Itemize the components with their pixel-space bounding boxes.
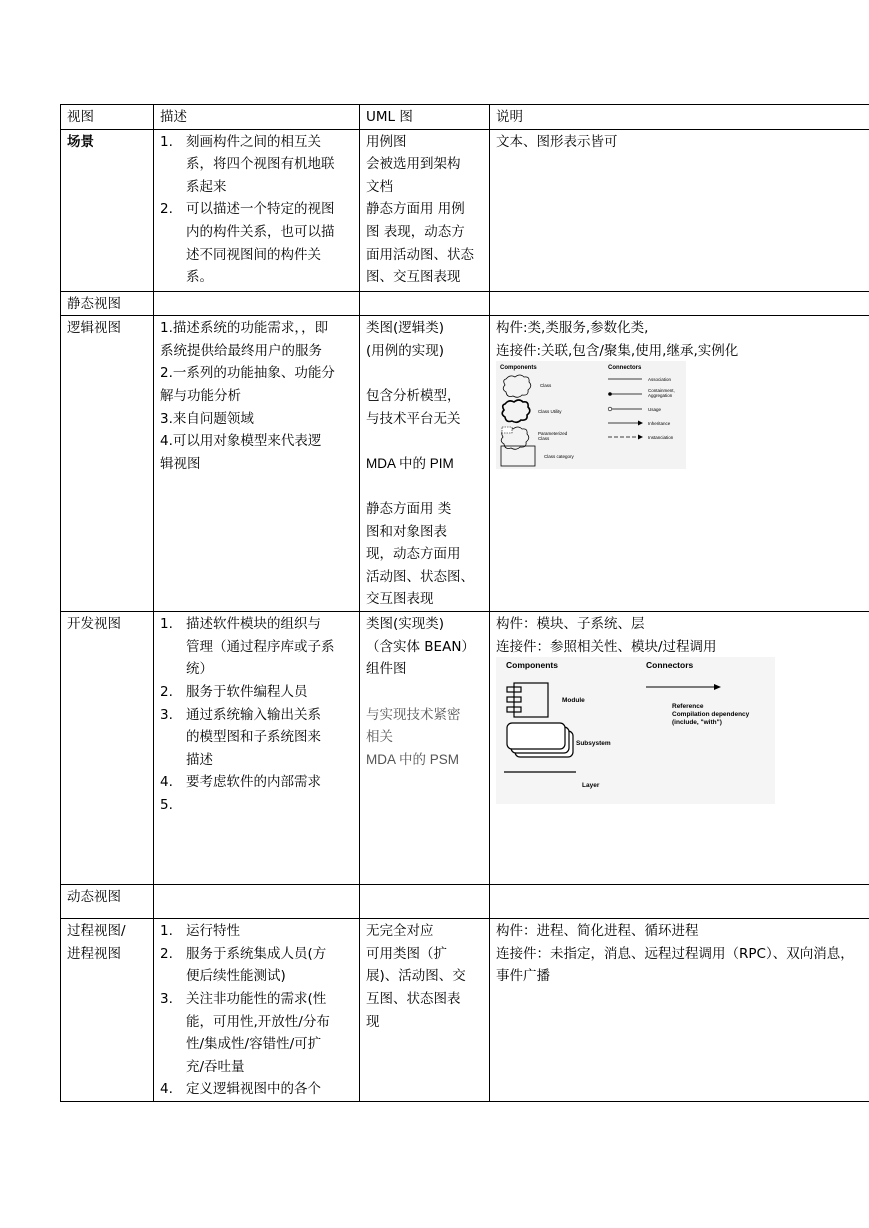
architecture-views-table: [60, 104, 869, 1102]
process-uml: 无完全对应 可用类图（扩 展)、活动图、交 互图、状态图表 现: [360, 919, 490, 1102]
usage-label: Usage: [648, 407, 662, 413]
scene-note: 文本、图形表示皆可: [490, 129, 869, 291]
logical-view-name: 逻辑视图: [61, 316, 154, 612]
list-item: 2. 服务于系统集成人员(方 便后续性能测试): [160, 945, 327, 985]
development-view-name: 开发视图: [61, 612, 154, 885]
dynamic-section-row: [61, 885, 869, 919]
include-with-label: (include, "with"): [672, 719, 722, 727]
class-category-label: Class category: [544, 454, 574, 460]
scene-description: [154, 129, 360, 291]
static-section-label: 静态视图: [61, 291, 154, 316]
header-description: 描述: [154, 105, 360, 130]
containment-label: Containment,: [648, 388, 675, 394]
process-note: 构件：进程、简化进程、循环进程 连接件：未指定，消息、远程过程调用（RPC）、双向消息， 事件广播: [490, 919, 869, 1102]
static-section-row: [61, 291, 869, 316]
class-utility-label: Class Utility: [538, 409, 562, 415]
development-uml: 类图(实现类) （含实体 BEAN） 组件图 与实现技术紧密 相关 MDA 中的 PSM: [360, 612, 490, 885]
inheritance-arrow-icon: [638, 421, 643, 426]
development-notation-diagram: [496, 657, 775, 804]
list-item: 1. 刻画构件之间的相互关 系，将四个视图有机地联 系起来: [160, 133, 335, 195]
dynamic-section-label: 动态视图: [61, 885, 154, 919]
reference-arrow-icon: [714, 684, 721, 690]
compilation-dependency-label: Compilation dependency: [672, 711, 750, 719]
diagram-components-label: Components: [500, 365, 537, 372]
list-item: 1. 描述软件模块的组织与 管理（通过程序库或子系 统）: [160, 616, 335, 678]
header-uml: UML 图: [360, 105, 490, 130]
class-utility-cloud-icon: [502, 400, 530, 422]
module-icon: [507, 683, 548, 717]
process-row: [61, 919, 869, 1102]
list-item: 5.: [160, 796, 173, 813]
instanciation-label: Instanciation: [648, 435, 674, 441]
logical-uml: 类图(逻辑类) (用例的实现) 包含分析模型， 与技术平台无关 MDA 中的 PIM 静态方面用 类 图和对象图表 现，动态方面用 活动图、状态图、 交互图表现: [360, 316, 490, 612]
scene-uml: 用例图 会被选用到架构 文档 静态方面用 用例 图 表现，动态方 面用活动图、状态 图、交互图表现: [360, 129, 490, 291]
header-note: 说明: [490, 105, 869, 130]
logical-note: 构件:类,类服务,参数化类, 连接件:关联,包含/聚集,使用,继承,实例化 Components Connectors Class Class Utility Parameterized Class Class category Association Containment, Aggregation Usage Inheritance Instanciation: [490, 316, 869, 612]
parameterized-label: Parameterized: [538, 431, 568, 437]
logical-row: [61, 316, 869, 612]
reference-label: Reference: [672, 703, 704, 711]
development-note: 构件：模块、子系统、层 连接件：参照相关性、模块/过程调用 Components Connectors Module Subsystem Layer Reference Compilation dependency (include, "with"): [490, 612, 869, 885]
usage-circle-icon: [608, 408, 612, 412]
development-row: [61, 612, 869, 885]
diagram-components-label: Components: [506, 660, 558, 671]
module-label: Module: [562, 697, 585, 705]
logical-notation-diagram: [496, 361, 686, 469]
class-category-icon: [501, 446, 535, 466]
list-item: 2. 服务于软件编程人员: [160, 683, 308, 700]
class-label: Class: [540, 383, 552, 389]
scene-row: [61, 129, 869, 291]
instanciation-arrow-icon: [638, 435, 643, 440]
list-item: 3. 关注非功能性的需求(性 能，可用性,开放性/分布 性/集成性/容错性/可扩 充/吞吐量: [160, 990, 330, 1075]
list-item: 3. 通过系统输入输出关系 的模型图和子系统图来 描述: [160, 706, 321, 768]
subsystem-icon: [507, 723, 573, 757]
subsystem-label: Subsystem: [576, 740, 611, 748]
process-description: [154, 919, 360, 1102]
diagram-connectors-label: Connectors: [646, 660, 694, 671]
list-item: 4. 要考虑软件的内部需求: [160, 774, 321, 791]
table-header-row: [61, 105, 869, 130]
list-item: 1. 运行特性: [160, 923, 240, 940]
class-cloud-icon: [503, 375, 531, 397]
diagram-connectors-label: Connectors: [608, 365, 642, 372]
header-view: 视图: [61, 105, 154, 130]
parameterized-label-2: Class: [538, 436, 550, 442]
inheritance-label: Inheritance: [648, 421, 671, 427]
process-view-name: 过程视图/ 进程视图: [61, 919, 154, 1102]
development-description: [154, 612, 360, 885]
logical-description: 1.描述系统的功能需求，，即 系统提供给最终用户的服务 2.一系列的功能抽象、功能分 解与功能分析 3.来自问题领域 4.可以用对象模型来代表逻 辑视图: [154, 316, 360, 612]
list-item: 2. 可以描述一个特定的视图 内的构件关系，也可以描 述不同视图间的构件关 系。: [160, 201, 335, 286]
scene-view-name: 场景: [61, 129, 154, 291]
association-label: Association: [648, 377, 672, 383]
containment-label-2: Aggregation: [648, 393, 673, 399]
list-item: 4. 定义逻辑视图中的各个: [160, 1081, 321, 1098]
layer-label: Layer: [582, 782, 600, 790]
